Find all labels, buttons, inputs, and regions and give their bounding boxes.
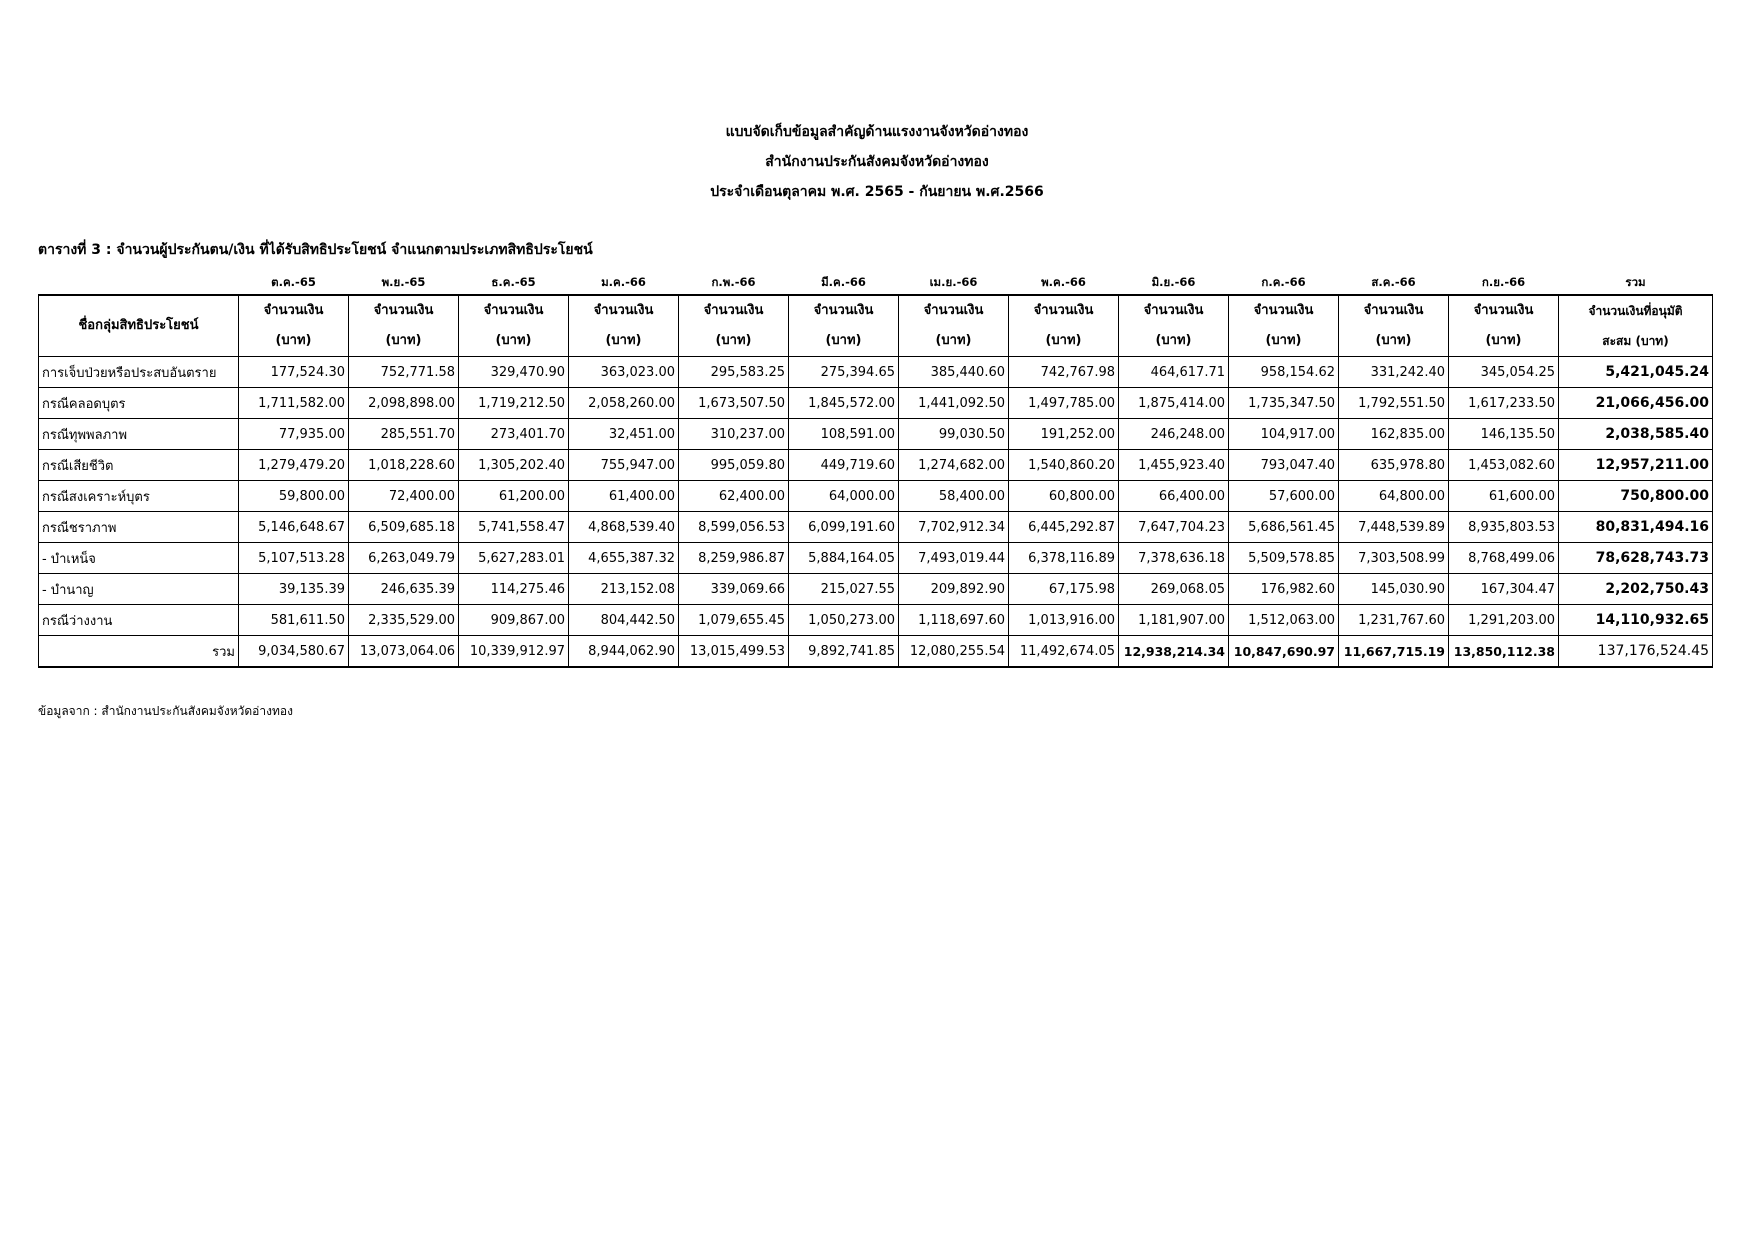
table-row (39, 419, 1713, 450)
monthly-amount-cell: 191,252.00 (1009, 419, 1119, 450)
monthly-amount-cell: 275,394.65 (789, 357, 899, 388)
amount-header-label: จำนวนเงิน (483, 303, 544, 318)
amount-header-label: จำนวนเงิน (1253, 303, 1314, 318)
month-label: ธ.ค.-65 (491, 275, 536, 289)
monthly-amount-cell: 58,400.00 (899, 481, 1009, 512)
column-header-row (39, 295, 1713, 357)
benefit-group-name: - บำนาญ (39, 574, 239, 605)
monthly-amount-cell: 4,655,387.32 (569, 543, 679, 574)
monthly-amount-cell: 2,098,898.00 (349, 388, 459, 419)
monthly-amount-cell: 177,524.30 (239, 357, 349, 388)
monthly-amount-cell: 755,947.00 (569, 450, 679, 481)
benefit-group-name: - บำเหน็จ (39, 543, 239, 574)
monthly-amount-cell: 635,978.80 (1339, 450, 1449, 481)
monthly-sum-cell: 13,073,064.06 (349, 636, 459, 668)
monthly-amount-cell: 295,583.25 (679, 357, 789, 388)
monthly-sum-cell: 11,667,715.19 (1339, 636, 1449, 668)
monthly-amount-cell: 7,647,704.23 (1119, 512, 1229, 543)
monthly-amount-cell: 1,441,092.50 (899, 388, 1009, 419)
month-label: เม.ย.-66 (929, 275, 978, 289)
table-row (39, 450, 1713, 481)
amount-header-label: จำนวนเงิน (1363, 303, 1424, 318)
monthly-amount-cell: 104,917.00 (1229, 419, 1339, 450)
monthly-amount-cell: 752,771.58 (349, 357, 459, 388)
month-label: พ.ค.-66 (1041, 275, 1086, 289)
monthly-amount-cell: 329,470.90 (459, 357, 569, 388)
table-row (39, 357, 1713, 388)
monthly-amount-cell: 57,600.00 (1229, 481, 1339, 512)
monthly-amount-cell: 108,591.00 (789, 419, 899, 450)
monthly-amount-cell: 60,800.00 (1009, 481, 1119, 512)
amount-column-header (899, 295, 1009, 357)
monthly-amount-cell: 1,711,582.00 (239, 388, 349, 419)
amount-header-label: จำนวนเงิน (1033, 303, 1094, 318)
table-row (39, 543, 1713, 574)
monthly-amount-cell: 742,767.98 (1009, 357, 1119, 388)
monthly-amount-cell: 67,175.98 (1009, 574, 1119, 605)
monthly-amount-cell: 464,617.71 (1119, 357, 1229, 388)
monthly-amount-cell: 363,023.00 (569, 357, 679, 388)
monthly-amount-cell: 72,400.00 (349, 481, 459, 512)
monthly-amount-cell: 8,768,499.06 (1449, 543, 1559, 574)
table-row (39, 574, 1713, 605)
monthly-amount-cell: 1,231,767.60 (1339, 605, 1449, 636)
monthly-amount-cell: 213,152.08 (569, 574, 679, 605)
monthly-amount-cell: 1,453,082.60 (1449, 450, 1559, 481)
monthly-sum-cell: 12,080,255.54 (899, 636, 1009, 668)
monthly-amount-cell: 581,611.50 (239, 605, 349, 636)
month-label: ต.ค.-65 (271, 275, 316, 289)
monthly-amount-cell: 1,617,233.50 (1449, 388, 1559, 419)
monthly-amount-cell: 1,279,479.20 (239, 450, 349, 481)
monthly-amount-cell: 5,884,164.05 (789, 543, 899, 574)
month-label: ม.ค.-66 (601, 275, 646, 289)
monthly-amount-cell: 8,935,803.53 (1449, 512, 1559, 543)
benefit-group-name: กรณีทุพพลภาพ (39, 419, 239, 450)
monthly-amount-cell: 145,030.90 (1339, 574, 1449, 605)
monthly-amount-cell: 61,200.00 (459, 481, 569, 512)
monthly-amount-cell: 339,069.66 (679, 574, 789, 605)
monthly-amount-cell: 793,047.40 (1229, 450, 1339, 481)
monthly-amount-cell: 64,800.00 (1339, 481, 1449, 512)
table-row (39, 481, 1713, 512)
amount-header-label: จำนวนเงิน (593, 303, 654, 318)
monthly-amount-cell: 909,867.00 (459, 605, 569, 636)
sum-row (39, 636, 1713, 668)
monthly-amount-cell: 99,030.50 (899, 419, 1009, 450)
month-label: ก.พ.-66 (711, 275, 756, 289)
monthly-sum-cell: 10,847,690.97 (1229, 636, 1339, 668)
monthly-sum-cell: 13,015,499.53 (679, 636, 789, 668)
cumulative-total-cell: 80,831,494.16 (1559, 512, 1713, 543)
monthly-amount-cell: 5,686,561.45 (1229, 512, 1339, 543)
monthly-amount-cell: 209,892.90 (899, 574, 1009, 605)
header-period: ประจำเดือนตุลาคม พ.ศ. 2565 - กันยายน พ.ศ.2566 (710, 184, 1044, 200)
cumulative-total-cell: 2,038,585.40 (1559, 419, 1713, 450)
amount-header-label: จำนวนเงิน (373, 303, 434, 318)
unit-header-label: (บาท) (1045, 333, 1082, 348)
monthly-amount-cell: 7,448,539.89 (1339, 512, 1449, 543)
monthly-amount-cell: 64,000.00 (789, 481, 899, 512)
amount-column-header (239, 295, 349, 357)
monthly-amount-cell: 2,335,529.00 (349, 605, 459, 636)
unit-header-label: (บาท) (715, 333, 752, 348)
monthly-amount-cell: 7,493,019.44 (899, 543, 1009, 574)
monthly-amount-cell: 285,551.70 (349, 419, 459, 450)
table-body (39, 357, 1713, 668)
monthly-amount-cell: 385,440.60 (899, 357, 1009, 388)
cumulative-total-cell: 750,800.00 (1559, 481, 1713, 512)
monthly-sum-cell: 8,944,062.90 (569, 636, 679, 668)
unit-header-label: (บาท) (1375, 333, 1412, 348)
month-label: พ.ย.-65 (381, 275, 426, 289)
amount-column-header (679, 295, 789, 357)
monthly-sum-cell: 9,034,580.67 (239, 636, 349, 668)
monthly-amount-cell: 1,735,347.50 (1229, 388, 1339, 419)
benefit-group-name: กรณีคลอดบุตร (39, 388, 239, 419)
monthly-sum-cell: 9,892,741.85 (789, 636, 899, 668)
benefits-table (38, 268, 1713, 668)
sum-row-label: รวม (39, 636, 239, 668)
amount-column-header (1449, 295, 1559, 357)
amount-column-header (1229, 295, 1339, 357)
monthly-amount-cell: 39,135.39 (239, 574, 349, 605)
monthly-sum-cell: 12,938,214.34 (1119, 636, 1229, 668)
monthly-amount-cell: 1,719,212.50 (459, 388, 569, 419)
amount-header-label: จำนวนเงิน (703, 303, 764, 318)
unit-header-label: (บาท) (935, 333, 972, 348)
monthly-amount-cell: 1,291,203.00 (1449, 605, 1559, 636)
benefit-group-name: กรณีชราภาพ (39, 512, 239, 543)
monthly-sum-cell: 13,850,112.38 (1449, 636, 1559, 668)
monthly-amount-cell: 958,154.62 (1229, 357, 1339, 388)
unit-header-label: (บาท) (1485, 333, 1522, 348)
cumulative-total-cell: 78,628,743.73 (1559, 543, 1713, 574)
monthly-amount-cell: 6,445,292.87 (1009, 512, 1119, 543)
amount-column-header (1009, 295, 1119, 357)
unit-header-label: (บาท) (385, 333, 422, 348)
group-name-header: ชื่อกลุ่มสิทธิประโยชน์ (39, 295, 239, 357)
grand-total-cell: 137,176,524.45 (1559, 636, 1713, 668)
monthly-amount-cell: 1,673,507.50 (679, 388, 789, 419)
monthly-amount-cell: 273,401.70 (459, 419, 569, 450)
amount-column-header (1119, 295, 1229, 357)
monthly-amount-cell: 5,509,578.85 (1229, 543, 1339, 574)
amount-header-label: จำนวนเงิน (1143, 303, 1204, 318)
unit-header-label: (บาท) (275, 333, 312, 348)
benefit-group-name: กรณีสงเคราะห์บุตร (39, 481, 239, 512)
monthly-amount-cell: 5,146,648.67 (239, 512, 349, 543)
table-row (39, 605, 1713, 636)
monthly-amount-cell: 167,304.47 (1449, 574, 1559, 605)
cumulative-total-cell: 14,110,932.65 (1559, 605, 1713, 636)
unit-header-label: (บาท) (495, 333, 532, 348)
month-label: มี.ค.-66 (821, 275, 866, 289)
month-label: ส.ค.-66 (1371, 275, 1416, 289)
monthly-amount-cell: 61,400.00 (569, 481, 679, 512)
monthly-amount-cell: 6,378,116.89 (1009, 543, 1119, 574)
month-label-row (39, 268, 1713, 295)
amount-column-header (789, 295, 899, 357)
unit-header-label: (บาท) (825, 333, 862, 348)
benefit-group-name: กรณีว่างงาน (39, 605, 239, 636)
table-row (39, 388, 1713, 419)
monthly-amount-cell: 1,274,682.00 (899, 450, 1009, 481)
source-note: ข้อมูลจาก : สำนักงานประกันสังคมจังหวัดอ่างทอง (38, 704, 293, 718)
cumulative-total-cell: 5,421,045.24 (1559, 357, 1713, 388)
monthly-amount-cell: 6,509,685.18 (349, 512, 459, 543)
amount-header-label: จำนวนเงิน (923, 303, 984, 318)
monthly-amount-cell: 146,135.50 (1449, 419, 1559, 450)
total-header-line2: สะสม (บาท) (1602, 334, 1669, 348)
monthly-amount-cell: 1,181,907.00 (1119, 605, 1229, 636)
amount-header-label: จำนวนเงิน (1473, 303, 1534, 318)
monthly-amount-cell: 7,303,508.99 (1339, 543, 1449, 574)
header-title: แบบจัดเก็บข้อมูลสำคัญด้านแรงงานจังหวัดอ่างทอง (725, 124, 1029, 140)
month-label: ก.ย.-66 (1481, 275, 1526, 289)
monthly-amount-cell: 1,497,785.00 (1009, 388, 1119, 419)
monthly-amount-cell: 1,305,202.40 (459, 450, 569, 481)
monthly-amount-cell: 59,800.00 (239, 481, 349, 512)
monthly-amount-cell: 1,540,860.20 (1009, 450, 1119, 481)
monthly-amount-cell: 449,719.60 (789, 450, 899, 481)
monthly-amount-cell: 32,451.00 (569, 419, 679, 450)
amount-column-header (569, 295, 679, 357)
monthly-amount-cell: 77,935.00 (239, 419, 349, 450)
monthly-amount-cell: 215,027.55 (789, 574, 899, 605)
monthly-amount-cell: 246,248.00 (1119, 419, 1229, 450)
total-header-line1: จำนวนเงินที่อนุมัติ (1588, 304, 1683, 318)
monthly-amount-cell: 5,741,558.47 (459, 512, 569, 543)
monthly-amount-cell: 5,107,513.28 (239, 543, 349, 574)
amount-column-header (1339, 295, 1449, 357)
monthly-amount-cell: 1,512,063.00 (1229, 605, 1339, 636)
monthly-amount-cell: 804,442.50 (569, 605, 679, 636)
monthly-amount-cell: 61,600.00 (1449, 481, 1559, 512)
table-row (39, 512, 1713, 543)
monthly-amount-cell: 66,400.00 (1119, 481, 1229, 512)
monthly-amount-cell: 8,259,986.87 (679, 543, 789, 574)
amount-header-label: จำนวนเงิน (263, 303, 324, 318)
header-office: สำนักงานประกันสังคมจังหวัดอ่างทอง (765, 154, 989, 170)
cumulative-total-cell: 2,202,750.43 (1559, 574, 1713, 605)
monthly-amount-cell: 331,242.40 (1339, 357, 1449, 388)
month-label: มิ.ย.-66 (1151, 275, 1196, 289)
monthly-amount-cell: 1,050,273.00 (789, 605, 899, 636)
total-month-label: รวม (1625, 275, 1646, 289)
monthly-amount-cell: 1,875,414.00 (1119, 388, 1229, 419)
monthly-amount-cell: 7,702,912.34 (899, 512, 1009, 543)
monthly-amount-cell: 6,099,191.60 (789, 512, 899, 543)
monthly-sum-cell: 11,492,674.05 (1009, 636, 1119, 668)
benefit-group-name: กรณีเสียชีวิต (39, 450, 239, 481)
monthly-amount-cell: 4,868,539.40 (569, 512, 679, 543)
monthly-amount-cell: 1,845,572.00 (789, 388, 899, 419)
monthly-amount-cell: 62,400.00 (679, 481, 789, 512)
monthly-amount-cell: 1,792,551.50 (1339, 388, 1449, 419)
document-header (0, 117, 1754, 207)
total-column-header (1559, 295, 1713, 357)
monthly-amount-cell: 1,018,228.60 (349, 450, 459, 481)
monthly-amount-cell: 162,835.00 (1339, 419, 1449, 450)
monthly-amount-cell: 345,054.25 (1449, 357, 1559, 388)
table-caption: ตารางที่ 3 : จำนวนผู้ประกันตน/เงิน ที่ได้รับสิทธิประโยชน์ จำแนกตามประเภทสิทธิประโยชน์ (38, 242, 593, 258)
unit-header-label: (บาท) (605, 333, 642, 348)
monthly-amount-cell: 246,635.39 (349, 574, 459, 605)
cumulative-total-cell: 21,066,456.00 (1559, 388, 1713, 419)
month-label: ก.ค.-66 (1261, 275, 1306, 289)
monthly-amount-cell: 7,378,636.18 (1119, 543, 1229, 574)
cumulative-total-cell: 12,957,211.00 (1559, 450, 1713, 481)
monthly-amount-cell: 2,058,260.00 (569, 388, 679, 419)
monthly-amount-cell: 8,599,056.53 (679, 512, 789, 543)
monthly-amount-cell: 176,982.60 (1229, 574, 1339, 605)
amount-header-label: จำนวนเงิน (813, 303, 874, 318)
monthly-amount-cell: 114,275.46 (459, 574, 569, 605)
unit-header-label: (บาท) (1265, 333, 1302, 348)
month-row-spacer (39, 268, 239, 295)
benefit-group-name: การเจ็บป่วยหรือประสบอันตราย (39, 357, 239, 388)
monthly-amount-cell: 1,118,697.60 (899, 605, 1009, 636)
monthly-amount-cell: 1,079,655.45 (679, 605, 789, 636)
monthly-amount-cell: 1,013,916.00 (1009, 605, 1119, 636)
monthly-amount-cell: 995,059.80 (679, 450, 789, 481)
amount-column-header (459, 295, 569, 357)
monthly-sum-cell: 10,339,912.97 (459, 636, 569, 668)
monthly-amount-cell: 6,263,049.79 (349, 543, 459, 574)
unit-header-label: (บาท) (1155, 333, 1192, 348)
monthly-amount-cell: 1,455,923.40 (1119, 450, 1229, 481)
amount-column-header (349, 295, 459, 357)
benefits-table-container (38, 268, 1713, 668)
monthly-amount-cell: 310,237.00 (679, 419, 789, 450)
monthly-amount-cell: 269,068.05 (1119, 574, 1229, 605)
monthly-amount-cell: 5,627,283.01 (459, 543, 569, 574)
